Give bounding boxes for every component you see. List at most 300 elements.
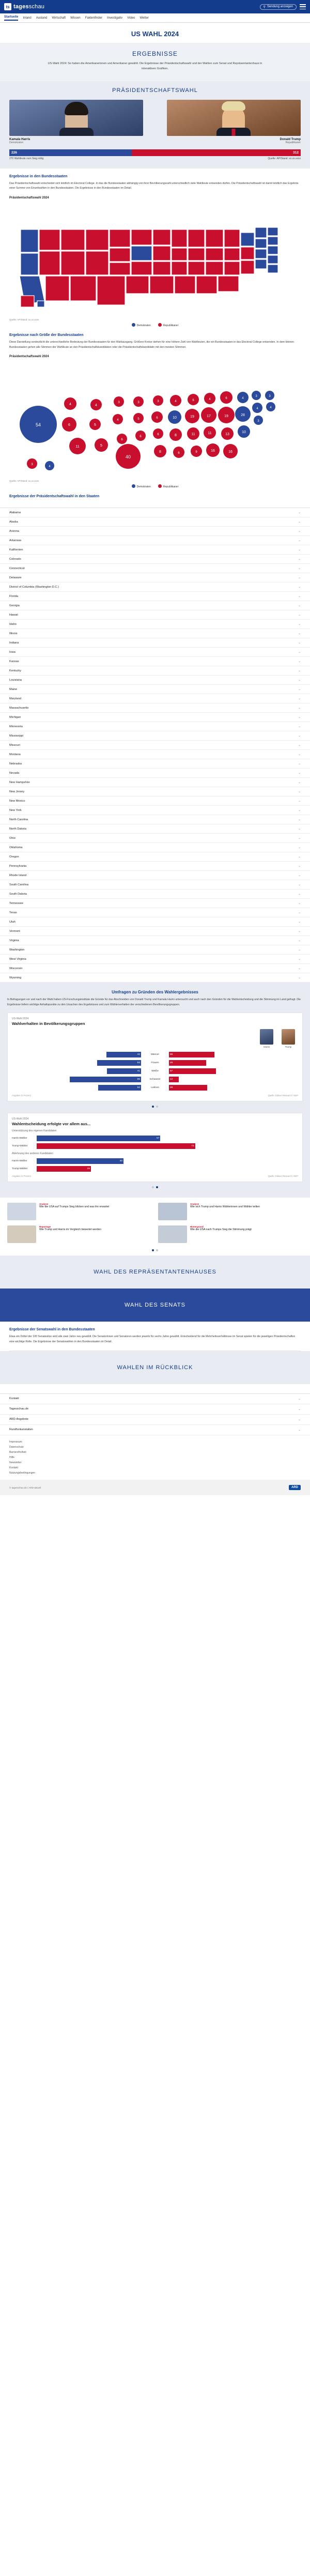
footer-link[interactable]: Nutzungsbedingungen [9, 1471, 36, 1475]
chevron-down-icon[interactable]: ⌄ [298, 586, 301, 589]
chevron-down-icon[interactable]: ⌄ [298, 930, 301, 933]
state-row[interactable] [0, 955, 310, 964]
poll-bar-harris: 53 [97, 1060, 141, 1066]
state-row[interactable] [0, 927, 310, 936]
poll-card1-bars [12, 1051, 298, 1091]
state-row[interactable] [0, 964, 310, 973]
poll-bar-row [12, 1060, 298, 1066]
chevron-down-icon[interactable]: ⌄ [298, 697, 301, 701]
state-row[interactable] [0, 629, 310, 638]
state-name: South Dakota [9, 892, 27, 896]
state-name: Mississippi [9, 734, 24, 738]
chevron-down-icon[interactable]: ⌄ [298, 707, 301, 710]
state-row[interactable] [0, 666, 310, 676]
nav-item-6[interactable]: Investigativ [107, 16, 123, 20]
state-name: Utah [9, 920, 16, 924]
poll-bar-row [12, 1076, 298, 1083]
chevron-down-icon[interactable]: ⌄ [298, 809, 301, 812]
electoral-dem-value: 226 [9, 149, 132, 156]
teaser-thumbnail [7, 1225, 36, 1243]
chevron-down-icon[interactable]: ⌄ [298, 725, 301, 729]
state-name: Nebraska [9, 762, 22, 765]
presidential-source: Quelle: AP/Stand: xx.xx.xxxx [268, 157, 301, 160]
chevron-down-icon[interactable]: ⌄ [298, 883, 301, 887]
teaser-dot-1[interactable] [152, 1249, 154, 1251]
chevron-down-icon[interactable]: ⌄ [298, 539, 301, 543]
teaser-kicker: Reportage [39, 1225, 51, 1228]
state-name: Rhode Island [9, 873, 26, 877]
chevron-down-icon[interactable]: ⌄ [298, 790, 301, 794]
state-row[interactable] [0, 843, 310, 852]
chevron-down-icon[interactable]: ⌄ [298, 781, 301, 785]
results-band-title: ERGEBNISSE [132, 50, 178, 57]
map-label: Präsidentschaftswahl 2024 [9, 196, 49, 200]
poll-card2-group2-label: Ablehnung des anderen Kandidaten [12, 1152, 53, 1155]
state-row[interactable] [0, 778, 310, 787]
poll-bar-harris: 52 [98, 1085, 141, 1091]
state-row[interactable] [0, 555, 310, 564]
state-row[interactable] [0, 517, 310, 527]
state-name: Iowa [9, 650, 16, 654]
state-name: Connecticut [9, 566, 25, 570]
teaser-card[interactable] [158, 1203, 303, 1220]
teaser-kicker: Hintergrund [190, 1225, 204, 1228]
legend-dem: Demokraten [132, 323, 151, 327]
state-name: Minnesota [9, 725, 23, 728]
candidate-rep-party: Republikaner [285, 141, 301, 144]
chevron-down-icon[interactable]: ⌄ [298, 688, 301, 692]
state-name: Maine [9, 687, 18, 691]
svg-text:10: 10 [173, 416, 177, 420]
svg-text:3: 3 [157, 400, 159, 404]
footer-link[interactable]: Impressum [9, 1440, 22, 1444]
chevron-down-icon[interactable]: ⌄ [298, 948, 301, 952]
state-row[interactable] [0, 592, 310, 601]
candidate-rep-photo [167, 100, 301, 136]
bubble-legend-rep: Republikaner [158, 484, 178, 488]
bubble-heading: Ergebnisse nach Größe der Bundesstaaten [9, 333, 84, 338]
svg-text:10: 10 [242, 431, 246, 435]
svg-text:28: 28 [241, 413, 245, 418]
chevron-down-icon[interactable]: ⌄ [298, 558, 301, 561]
nav-item-7[interactable]: Video [127, 16, 135, 20]
state-row[interactable] [0, 815, 310, 824]
brand-sub: schau [28, 4, 45, 10]
state-row[interactable] [0, 694, 310, 703]
state-row[interactable] [0, 899, 310, 908]
state-name: North Carolina [9, 818, 28, 821]
state-row[interactable] [0, 620, 310, 629]
chevron-down-icon[interactable]: ⌄ [298, 614, 301, 617]
senate-text: Etwa ein Drittel der 100 Senatssitze wird alle zwei Jahre neu gewählt. Die Senatorinnen und Senatoren werden jeweils für sechs Jahre gewählt. Entscheidend für die Mehrheitsverhältnisse im Senat spielen für die jeweiligen Präsidentschaften eine wichtige Rolle. Die Ergebnisse der Senatswahlen in den Bundesstaaten im Detail. [9, 1335, 296, 1343]
poll-head-trump [282, 1029, 295, 1048]
teaser-thumbnail [158, 1203, 187, 1220]
poll-card-motivation [7, 1113, 303, 1182]
poll-card2-group1-bars [12, 1136, 298, 1149]
state-row[interactable] [0, 582, 310, 592]
state-row[interactable] [0, 722, 310, 731]
nav-item-3[interactable]: Wirtschaft [52, 16, 66, 20]
state-name: Montana [9, 753, 21, 756]
poll-carousel-dots-1[interactable] [7, 1106, 303, 1108]
top-bar-right [260, 4, 306, 10]
poll-head-harris-label: Harris [264, 1046, 270, 1048]
chevron-down-icon[interactable]: ⌄ [298, 827, 301, 831]
poll-simple-bar-label: Harris-Wähler [12, 1137, 27, 1140]
nav-item-0[interactable]: Startseite [4, 16, 18, 21]
chevron-down-icon[interactable]: ⌄ [298, 548, 301, 552]
svg-text:13: 13 [225, 433, 229, 437]
chevron-down-icon[interactable]: ⌄ [298, 604, 301, 608]
state-row[interactable] [0, 890, 310, 899]
teaser-title: Wie die USA nach Trumps Sieg die Stimmung prägt [190, 1228, 252, 1231]
svg-text:4: 4 [242, 397, 244, 401]
state-list-heading: Ergebnisse der Präsidentschaftswahl in den Staaten [9, 495, 100, 499]
footer-link[interactable]: Datenschutz [9, 1446, 24, 1449]
state-name: Oklahoma [9, 846, 23, 849]
state-name: Maryland [9, 697, 22, 700]
presidential-title: PRÄSIDENTSCHAFTSWAHL [112, 87, 198, 94]
state-name: Vermont [9, 929, 20, 933]
state-row[interactable] [0, 545, 310, 555]
state-row[interactable] [0, 806, 310, 815]
chevron-down-icon[interactable]: ⌄ [298, 976, 301, 980]
chevron-down-icon[interactable]: ⌄ [298, 716, 301, 719]
poll-simple-bar-row [12, 1158, 298, 1164]
bubble-map-source: Quelle: AP/Stand: xx.xx.xxxx [9, 480, 39, 483]
chevron-down-icon[interactable]: ⌄ [298, 753, 301, 757]
poll-bar-trump: 12 [169, 1077, 179, 1082]
svg-text:17: 17 [207, 415, 211, 419]
state-row[interactable] [0, 610, 310, 620]
brand-logo[interactable] [4, 3, 44, 10]
teaser-thumbnail [7, 1203, 36, 1220]
chevron-down-icon[interactable]: ⌄ [298, 921, 301, 924]
state-result-map[interactable] [0, 209, 310, 317]
chevron-down-icon[interactable]: ⌄ [298, 837, 301, 840]
electoral-vote-bar [9, 149, 301, 156]
footer-row[interactable] [0, 1425, 310, 1435]
teaser-title: Wie die USA auf Trumps Sieg blicken und was ihn erwartet [39, 1205, 110, 1208]
retrospective-band: WAHLEN IM RÜCKBLICK [0, 1351, 310, 1384]
state-name: Arkansas [9, 539, 22, 542]
poll-bar-trump: 46 [169, 1085, 207, 1091]
chevron-down-icon[interactable]: ⌄ [298, 911, 301, 915]
svg-text:4: 4 [49, 465, 51, 469]
senate-heading: Ergebnisse der Senatswahl in den Bundesstaaten [9, 1328, 95, 1331]
state-row[interactable] [0, 564, 310, 573]
nav-item-5[interactable]: Faktenfinder [85, 16, 103, 20]
poll-simple-bar-row [12, 1166, 298, 1172]
state-list [0, 508, 310, 983]
chevron-down-icon[interactable]: ⌄ [298, 567, 301, 571]
poll-bar-row [12, 1051, 298, 1058]
poll-simple-bar-label: Trump-Wähler [12, 1145, 28, 1147]
state-row[interactable] [0, 917, 310, 927]
svg-text:4: 4 [117, 419, 119, 422]
chevron-down-icon[interactable]: ⌄ [298, 660, 301, 664]
senate-band: WAHL DES SENATS [0, 1289, 310, 1322]
chevron-down-icon[interactable]: ⌄ [298, 576, 301, 580]
candidate-row [9, 100, 301, 144]
bubble-text: Diese Darstellung verdeutlicht die unterschiedliche Bedeutung der Bundesstaaten für den Wahlausgang. Größere Kreise stehen für eine höhere Zahl von Wahlleuten, die ein Bundesstaaten in das Electoral College entsenden. In dem kleinen Bundesstaaten gehen alle Stimmen der Wahlleute an den Präsidentschaftskandidaten oder die Präsidentschaftskandidatin mit den meisten Stimmen. [9, 341, 294, 349]
state-row[interactable] [0, 871, 310, 880]
poll-carousel-dots-2[interactable] [7, 1186, 303, 1188]
footer-row-label: ARD-Angebote [9, 1418, 28, 1421]
chevron-down-icon[interactable]: ⌄ [298, 772, 301, 775]
state-name: Hawaii [9, 613, 18, 617]
burger-menu-icon[interactable] [300, 4, 306, 9]
presidential-section [0, 81, 310, 168]
chevron-down-icon[interactable]: ⌄ [298, 632, 301, 636]
chevron-down-icon[interactable]: ⌄ [298, 800, 301, 803]
state-row[interactable] [0, 824, 310, 834]
chevron-down-icon[interactable]: ⌄ [298, 967, 301, 971]
poll-card1-kicker: US-Wahl 2024 [12, 1017, 29, 1020]
state-row[interactable] [0, 685, 310, 694]
teaser-kicker: Analyse [190, 1203, 199, 1205]
state-row[interactable] [0, 880, 310, 890]
footer-link[interactable]: Barrierefreiheit [9, 1451, 26, 1454]
state-row[interactable] [0, 573, 310, 582]
chevron-down-icon[interactable]: ⌄ [298, 669, 301, 673]
carousel-dot-2[interactable] [156, 1106, 158, 1108]
svg-text:4: 4 [69, 403, 71, 407]
teaser-card[interactable] [158, 1225, 303, 1243]
state-row[interactable] [0, 908, 310, 917]
chevron-down-icon[interactable]: ⌄ [298, 818, 301, 822]
brand-mark-icon: ts [4, 3, 11, 10]
carousel-dot-1[interactable] [152, 1106, 154, 1108]
chevron-down-icon[interactable]: ⌄ [298, 679, 301, 682]
state-row[interactable] [0, 713, 310, 722]
chevron-down-icon[interactable]: ⌄ [298, 1418, 301, 1422]
state-row[interactable] [0, 936, 310, 945]
svg-text:11: 11 [75, 445, 80, 449]
state-row[interactable] [0, 862, 310, 871]
poll-card1-footer [12, 1094, 298, 1097]
state-row[interactable] [0, 769, 310, 778]
chevron-down-icon[interactable]: ⌄ [298, 1408, 301, 1412]
poll-head-harris [260, 1029, 273, 1048]
state-row[interactable] [0, 676, 310, 685]
results-intro-section [0, 43, 310, 81]
state-row[interactable] [0, 759, 310, 769]
state-row[interactable] [0, 945, 310, 955]
chevron-down-icon[interactable]: ⌄ [298, 744, 301, 747]
bubble-text-block [0, 327, 310, 367]
svg-text:6: 6 [157, 433, 159, 437]
svg-text:16: 16 [228, 450, 233, 454]
teaser-card[interactable] [7, 1203, 152, 1220]
poll-simple-bar-value: 73 [37, 1143, 195, 1149]
poll-card1-title: Wahlverhalten in Bevölkerungsgruppen [12, 1021, 85, 1026]
state-name: Florida [9, 594, 19, 598]
state-row[interactable] [0, 787, 310, 796]
svg-text:6: 6 [121, 438, 123, 442]
chevron-down-icon[interactable]: ⌄ [298, 874, 301, 878]
carousel-dot-4[interactable] [156, 1186, 158, 1188]
state-name: New York [9, 808, 22, 812]
electoral-text: Das Präsidentschaftswahl entscheidet sich letztlich im Electoral College. In das die Bundesstaaten abhängig von ihrer Bevölkerungszahl unterschiedlich viele Wahlleute entsenden dürfen. Die Präsidentschaftswahl ist damit letztlich das Ergebnis einer Summe von Einzelwahlen in den Bundesstaaten. Die Ergebnisse in den Bundesstaaten im Detail. [9, 181, 299, 190]
poll-bar-row [12, 1084, 298, 1091]
state-name: Illinois [9, 632, 18, 635]
poll-bar-label: Weiße [151, 1070, 159, 1072]
state-name: Oregon [9, 855, 19, 858]
state-name: Alabama [9, 511, 21, 514]
search-input[interactable] [260, 4, 297, 10]
poll-bar-trump: 45 [169, 1060, 206, 1066]
electoral-rep-value: 312 [132, 149, 301, 156]
map-legend [0, 321, 310, 327]
state-row[interactable] [0, 731, 310, 741]
polls-section [0, 983, 310, 1198]
chevron-down-icon[interactable]: ⌄ [298, 865, 301, 868]
state-row[interactable] [0, 508, 310, 517]
candidate-dem [9, 100, 143, 144]
nav-item-8[interactable]: Wetter [140, 16, 149, 20]
bubble-map-label: Präsidentschaftswahl 2024 [9, 355, 49, 359]
chevron-down-icon[interactable]: ⌄ [298, 762, 301, 766]
chevron-down-icon[interactable]: ⌄ [298, 623, 301, 626]
nav-item-1[interactable]: Inland [23, 16, 32, 20]
candidate-dem-name: Kamala Harris [9, 137, 30, 141]
us-map-svg [0, 209, 310, 317]
poll-simple-bar-value: 57 [37, 1136, 160, 1141]
svg-text:3: 3 [118, 401, 120, 405]
state-name: Tennessee [9, 901, 24, 905]
poll-card2-title: Wahlentscheidung erfolgte vor allem aus... [12, 1122, 91, 1126]
chevron-down-icon[interactable]: ⌄ [298, 1429, 301, 1432]
candidate-rep-name: Donald Trump [280, 137, 301, 141]
state-list-header-block [0, 488, 310, 508]
poll-card1-heads [12, 1029, 295, 1048]
main-nav [0, 13, 310, 23]
bubble-map-svg [0, 367, 310, 479]
polls-heading: Umfragen zu Gründen des Wahlergebnisses [112, 990, 198, 995]
poll-bar-row [12, 1068, 298, 1075]
state-name: Kansas [9, 660, 19, 663]
poll-card2-note: Angaben in Prozent [12, 1175, 31, 1177]
legend-rep: Republikaner [158, 323, 178, 327]
chevron-down-icon[interactable]: ⌄ [298, 641, 301, 645]
teaser-card[interactable] [7, 1225, 152, 1243]
chevron-down-icon[interactable]: ⌄ [298, 902, 301, 906]
electoral-heading: Ergebnisse in den Bundesstaaten [9, 174, 68, 178]
state-name: South Carolina [9, 883, 29, 886]
svg-text:16: 16 [211, 449, 215, 453]
state-row[interactable] [0, 973, 310, 983]
poll-bar-harris: 86 [70, 1077, 141, 1082]
state-row[interactable] [0, 648, 310, 657]
chevron-down-icon[interactable]: ⌄ [298, 939, 301, 943]
top-bar [0, 0, 310, 13]
teaser-carousel-dots[interactable] [0, 1248, 310, 1255]
state-name: Colorado [9, 557, 21, 561]
state-row[interactable] [0, 601, 310, 610]
bubble-map-legend [0, 482, 310, 488]
chevron-down-icon[interactable]: ⌄ [298, 520, 301, 524]
state-row[interactable] [0, 750, 310, 759]
search-label: Sendung anzeigen [267, 5, 293, 8]
state-row[interactable] [0, 536, 310, 545]
footer-row[interactable] [0, 1394, 310, 1404]
poll-card2-footer [12, 1175, 298, 1177]
footer-link[interactable]: Kontakt [9, 1466, 18, 1470]
poll-card2-group2-bars [12, 1158, 298, 1172]
state-row[interactable] [0, 657, 310, 666]
svg-text:3: 3 [269, 395, 271, 398]
chevron-down-icon[interactable]: ⌄ [298, 958, 301, 961]
footer-links [0, 1435, 310, 1480]
poll-bar-label: Frauen [151, 1062, 159, 1064]
state-row[interactable] [0, 527, 310, 536]
chevron-down-icon[interactable]: ⌄ [298, 855, 301, 859]
state-row[interactable] [0, 741, 310, 750]
bubble-map[interactable] [0, 367, 310, 479]
nav-item-2[interactable]: Ausland [36, 16, 48, 20]
footer-row[interactable] [0, 1415, 310, 1425]
ard-logo: ARD [289, 1485, 301, 1490]
poll-card-demographics [7, 1013, 303, 1101]
footer-row[interactable] [0, 1404, 310, 1415]
chevron-down-icon[interactable]: ⌄ [298, 651, 301, 654]
chevron-down-icon[interactable]: ⌄ [298, 846, 301, 850]
poll-bar-label: Schwarze [149, 1078, 161, 1081]
teaser-dot-2[interactable] [156, 1249, 158, 1251]
svg-text:3: 3 [137, 401, 140, 405]
state-row[interactable] [0, 703, 310, 713]
poll-card1-source: Quelle: Edison Research / NEP [268, 1094, 298, 1097]
chevron-down-icon[interactable]: ⌄ [298, 511, 301, 515]
chevron-down-icon[interactable]: ⌄ [298, 1398, 301, 1401]
state-name: District of Columbia (Washington D.C.) [9, 585, 59, 589]
poll-bar-harris: 42 [106, 1052, 141, 1057]
state-name: Missouri [9, 743, 20, 747]
senate-text-block [0, 1322, 310, 1351]
nav-item-4[interactable]: Wissen [70, 16, 81, 20]
footer-row-label: Tagesschau.de [9, 1407, 28, 1411]
footer-row-label: Rundfunkanstalten [9, 1428, 33, 1432]
carousel-dot-3[interactable] [152, 1186, 154, 1188]
electoral-bar-legend [9, 157, 301, 160]
state-row[interactable] [0, 834, 310, 843]
state-row[interactable] [0, 796, 310, 806]
poll-bar-trump: 55 [169, 1052, 214, 1057]
poll-bar-trump: 57 [169, 1068, 216, 1074]
state-row[interactable] [0, 852, 310, 862]
svg-text:8: 8 [175, 434, 177, 438]
svg-text:3: 3 [31, 463, 33, 467]
state-row[interactable] [0, 638, 310, 648]
poll-bar-label: Latinos [151, 1086, 159, 1089]
chevron-down-icon[interactable]: ⌄ [298, 893, 301, 896]
footer-link[interactable]: Hilfe [9, 1456, 15, 1460]
house-band: WAHL DES REPRÄSENTANTENHAUSES [0, 1255, 310, 1289]
svg-text:6: 6 [178, 452, 180, 455]
candidate-rep [167, 100, 301, 144]
svg-text:3: 3 [255, 395, 257, 398]
poll-bar-label: Männer [150, 1053, 160, 1056]
chevron-down-icon[interactable]: ⌄ [298, 595, 301, 599]
brand-main: tages [13, 4, 29, 10]
chevron-down-icon[interactable]: ⌄ [298, 530, 301, 533]
chevron-down-icon[interactable]: ⌄ [298, 734, 301, 738]
svg-text:54: 54 [35, 422, 41, 428]
state-name: Wyoming [9, 976, 22, 979]
state-name: Virginia [9, 939, 19, 942]
footer-link[interactable]: Newsletter [9, 1461, 22, 1465]
